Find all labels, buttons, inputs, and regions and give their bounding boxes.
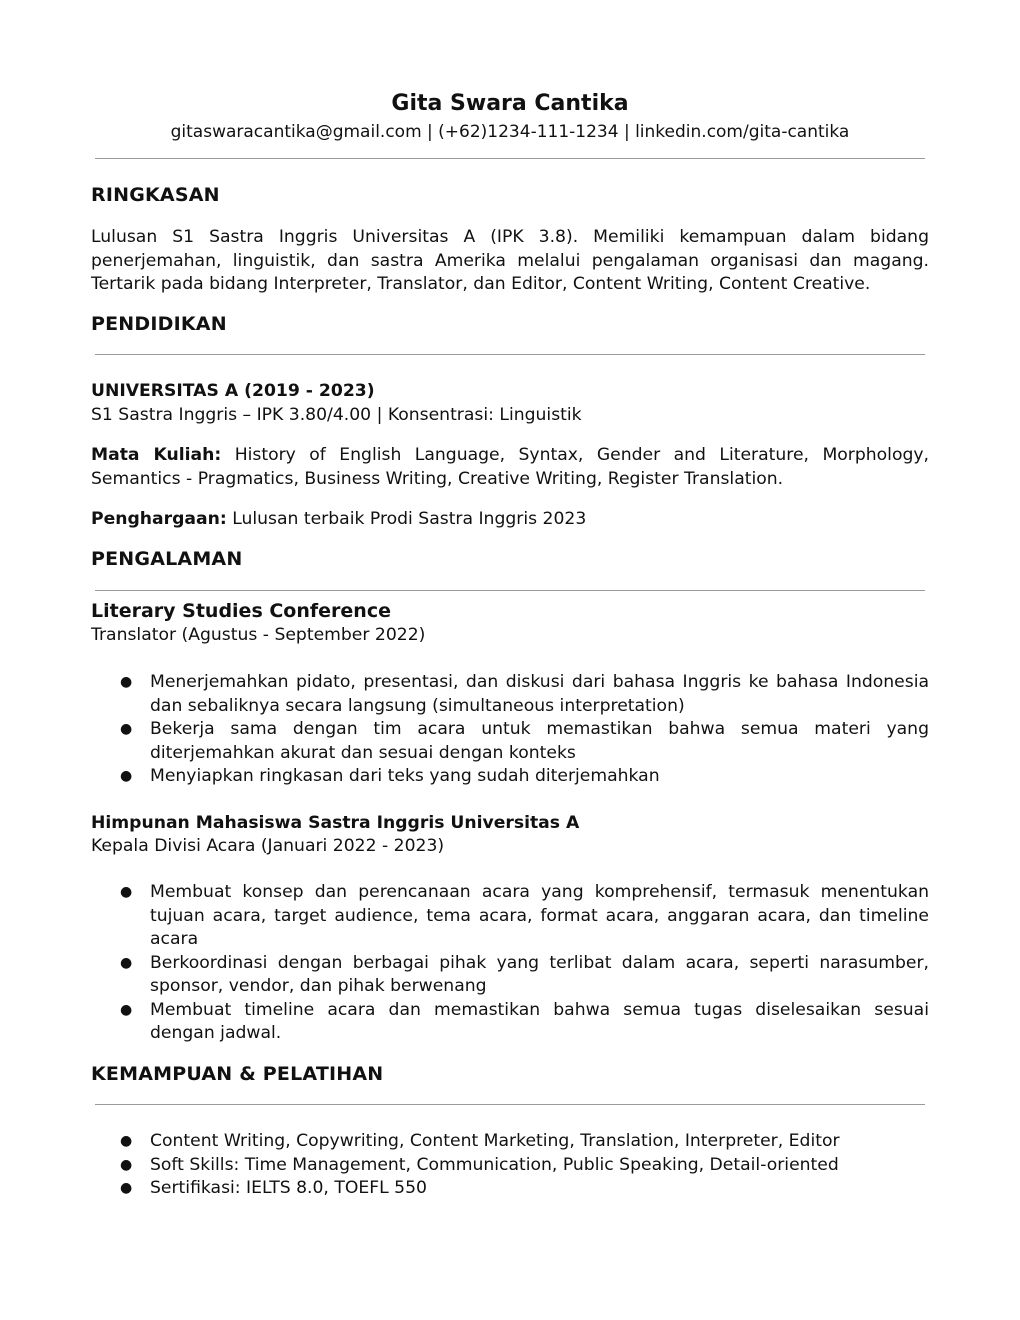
header-divider (95, 158, 925, 159)
summary-heading: RINGKASAN (91, 184, 220, 206)
skills-divider (95, 1104, 925, 1105)
skills-heading: KEMAMPUAN & PELATIHAN (91, 1063, 384, 1085)
bullet-icon: ● (120, 1180, 133, 1196)
summary-text: Lulusan S1 Sastra Inggris Universitas A (IPK 3.8). Memiliki kemampuan dalam bidang penerjemahan, linguistik, dan sastra Amerika melalui pengalaman organisasi dan magang. Tertarik pada bidang Interpreter, Translator, dan Editor, Content Writing, Content Creative. (91, 227, 929, 294)
bullet-icon: ● (120, 768, 133, 784)
list-item: ● Berkoordinasi dengan berbagai pihak yang terlibat dalam acara, seperti narasumber, sponsor, vendor, dan pihak berwenang (120, 952, 929, 996)
bullet-icon: ● (120, 721, 133, 737)
courses-label: Mata Kuliah: (91, 445, 222, 465)
bullet-icon: ● (120, 1133, 133, 1149)
education-degree: S1 Sastra Inggris – IPK 3.80/4.00 | Konsentrasi: Linguistik (91, 405, 582, 425)
job-org: Literary Studies Conference (91, 600, 391, 622)
courses-list: History of English Language, Syntax, Gender and Literature, Morphology, Semantics - Pragmatics, Business Writing, Creative Writing, Register Translation. (91, 445, 930, 489)
bullet-icon: ● (120, 674, 133, 690)
education-heading: PENDIDIKAN (91, 313, 227, 335)
awards-label: Penghargaan: (91, 509, 227, 529)
contact-info: gitaswaracantika@gmail.com | (+62)1234-111-1234 | linkedin.com/gita-cantika (170, 122, 850, 142)
list-item: ● Menyiapkan ringkasan dari teks yang sudah diterjemahkan (91, 765, 929, 789)
education-awards (91, 508, 586, 532)
bullet-icon: ● (120, 1156, 133, 1173)
job-org: Himpunan Mahasiswa Sastra Inggris Universitas A (91, 813, 580, 833)
list-item: ● Membuat konsep dan perencanaan acara yang komprehensif, termasuk menentukan tujuan acara, target audience, tema acara, format acara, anggaran acara, dan timeline acara (120, 882, 929, 949)
experience-heading: PENGALAMAN (91, 548, 243, 570)
bullet-icon: ● (120, 1001, 133, 1018)
job-1-bullets (91, 671, 929, 789)
education-divider (95, 354, 925, 355)
experience-divider (95, 590, 925, 591)
list-item: ● Bekerja sama dengan tim acara untuk memastikan bahwa semua materi yang diterjemahkan akurat dan sesuai dengan konteks (120, 719, 929, 763)
list-item: ● Content Writing, Copywriting, Content Marketing, Translation, Interpreter, Editor (91, 1130, 929, 1154)
education-courses (91, 444, 929, 491)
bullet-icon: ● (120, 954, 133, 971)
job-role: Kepala Divisi Acara (Januari 2022 - 2023) (91, 836, 445, 856)
education-school: UNIVERSITAS A (2019 - 2023) (91, 381, 375, 401)
skills-bullets (91, 1130, 929, 1201)
bullet-icon: ● (120, 884, 133, 900)
job-role: Translator (Agustus - September 2022) (91, 625, 426, 645)
list-item: ● Membuat timeline acara dan memastikan bahwa semua tugas diselesaikan sesuai dengan jadwal. (120, 999, 929, 1043)
list-item: ● Menerjemahkan pidato, presentasi, dan diskusi dari bahasa Inggris ke bahasa Indonesia dan sebaliknya secara langsung (simultaneous interpretation) (120, 672, 929, 716)
candidate-name: Gita Swara Cantika (391, 91, 629, 116)
list-item: ● Sertifikasi: IELTS 8.0, TOEFL 550 (91, 1177, 929, 1201)
awards-text: Lulusan terbaik Prodi Sastra Inggris 2023 (232, 509, 587, 529)
job-2-bullets (91, 881, 929, 1046)
list-item: ● Soft Skills: Time Management, Communication, Public Speaking, Detail-oriented (91, 1154, 929, 1178)
